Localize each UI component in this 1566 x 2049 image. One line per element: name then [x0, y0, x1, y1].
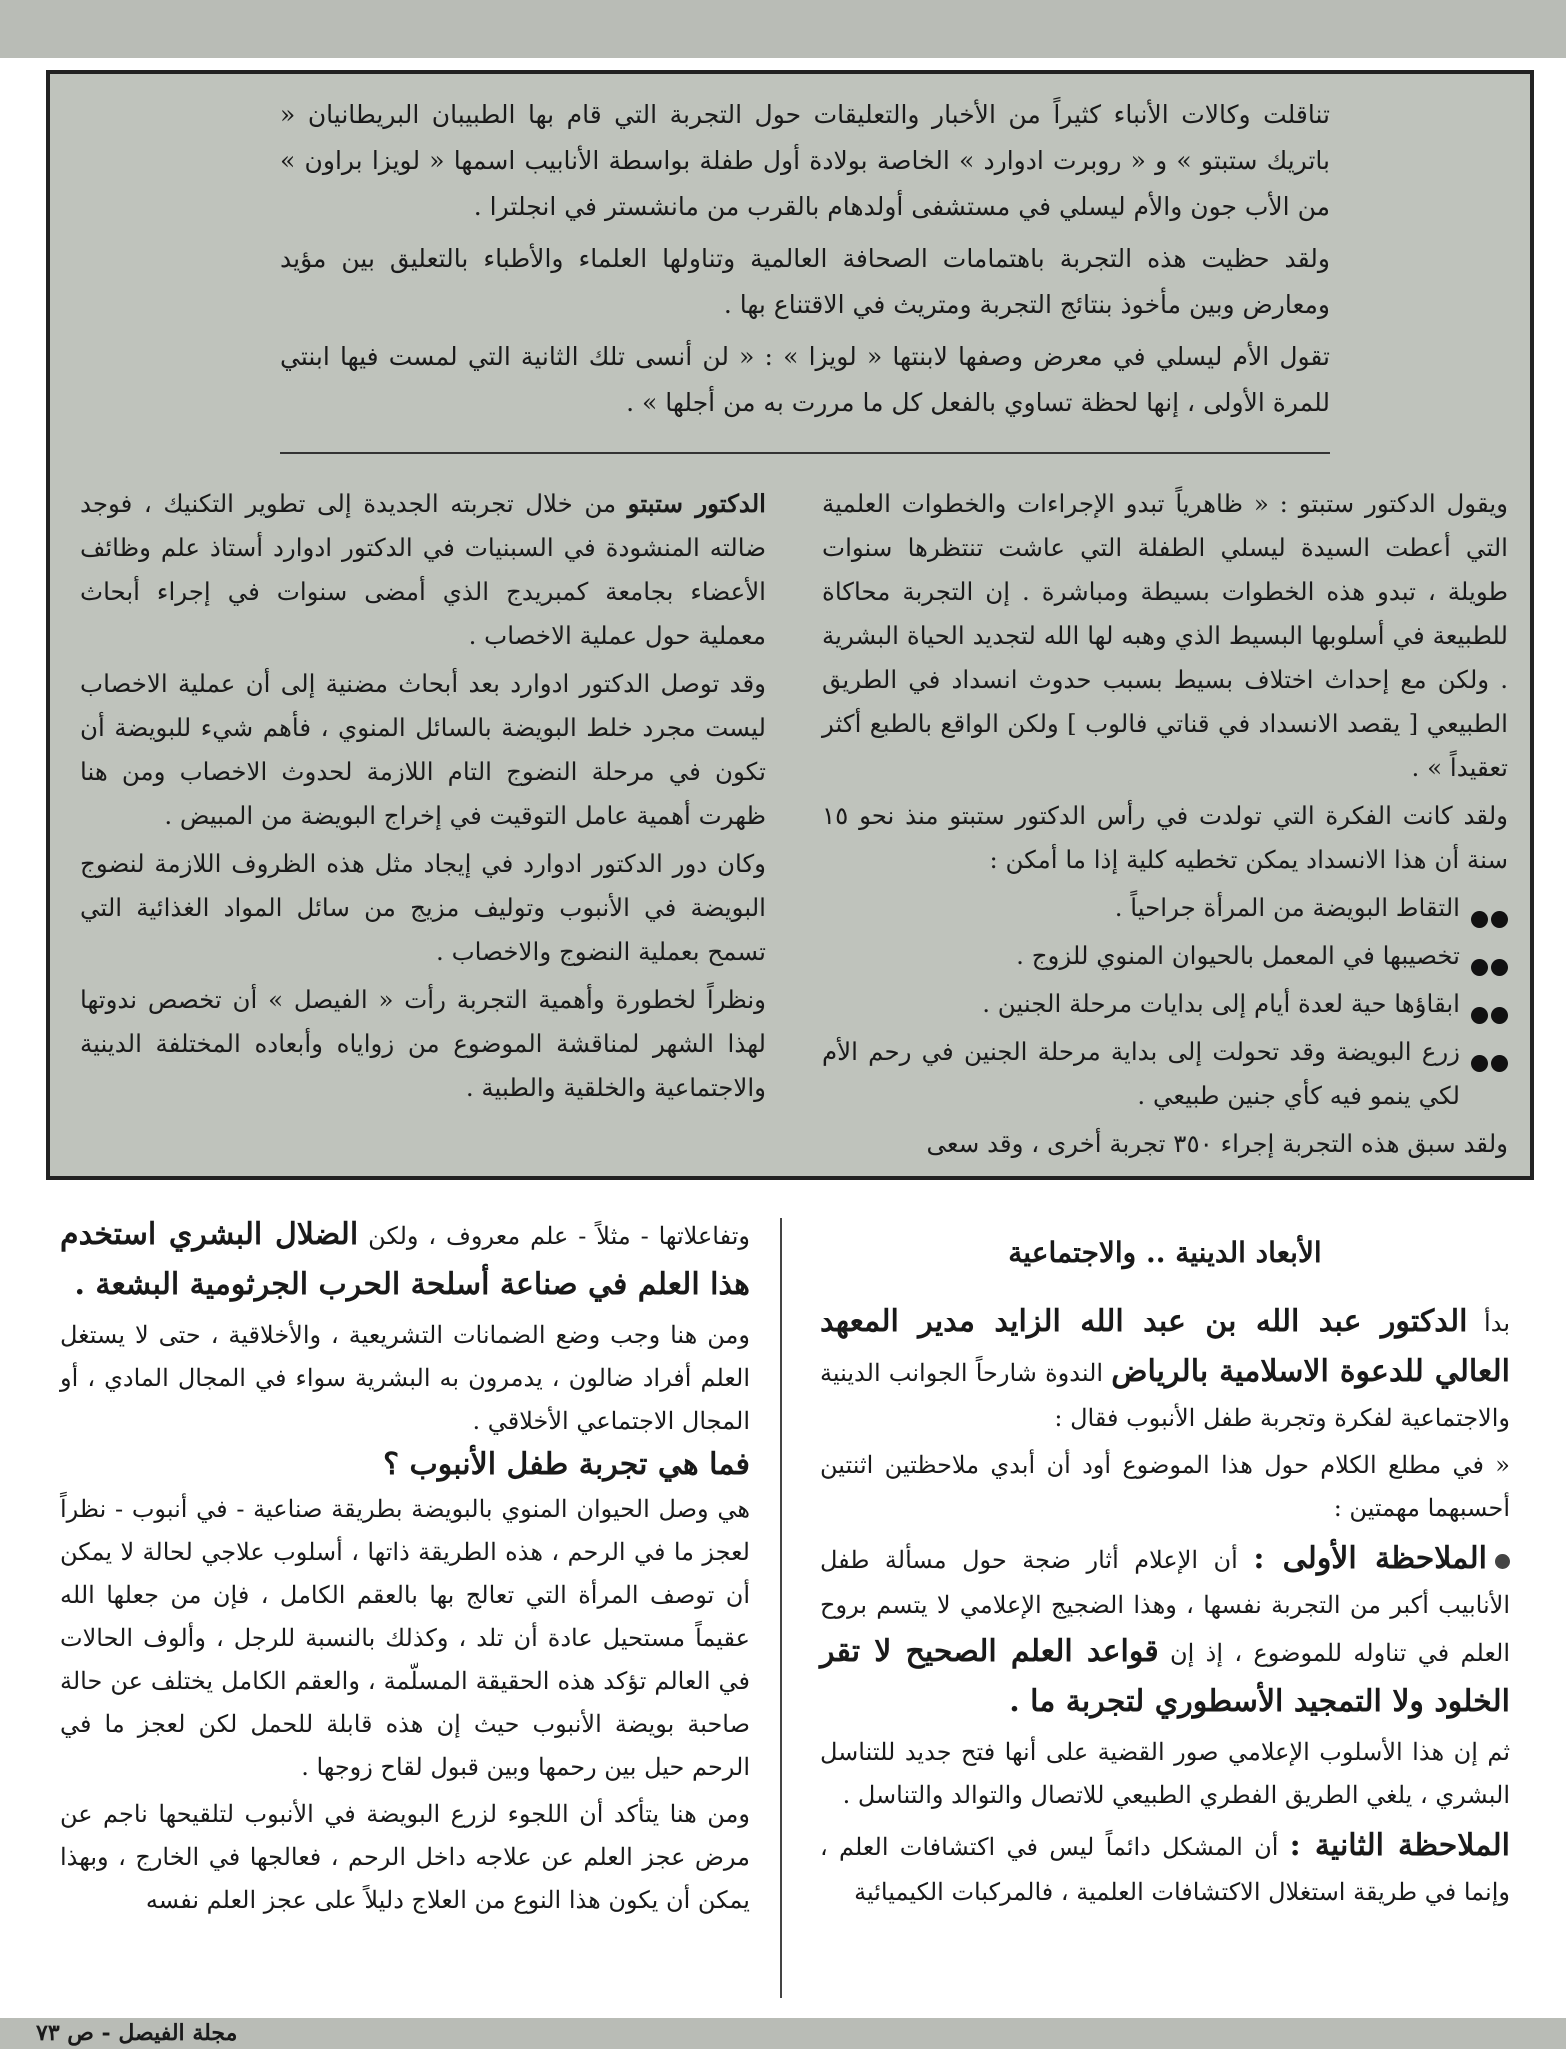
- box-column-left: [80, 482, 766, 1114]
- bullet-dot-icon: [1495, 1554, 1510, 1569]
- bullet-dots-icon: [1468, 946, 1508, 966]
- lower-right-paragraph-4: ثم إن هذا الأسلوب الإعلامي صور القضية على أنها فتح جديد للتناسل البشري ، يلغي الطريق الفطري الطبيعي للاتصال والتوالد والتناسل .: [820, 1738, 1510, 1809]
- bullet-dots-icon: [1468, 1042, 1508, 1062]
- intro-box: [46, 70, 1534, 1180]
- lower-left-paragraph-1: وتفاعلاتها - مثلاً - علم معروف ، ولكن الضلال البشري استخدم هذا العلم في صناعة أسلحة الحرب الجرثومية البشعة .: [60, 1217, 750, 1302]
- list-item: ابقاؤها حية لعدة أيام إلى بدايات مرحلة الجنين .: [822, 982, 1508, 1026]
- column-right-paragraph-2: ولقد كانت الفكرة التي تولدت في رأس الدكتور ستبتو منذ نحو ١٥ سنة أن هذا الانسداد يمكن تخطيه كلية إذا ما أمكن :: [822, 801, 1508, 874]
- list-item: تخصيبها في المعمل بالحيوان المنوي للزوج .: [822, 934, 1508, 978]
- lower-right-paragraph-1: بدأ الدكتور عبد الله بن عبد الله الزايد مدير المعهد العالي للدعوة الاسلامية بالرياض الندوة شارحاً الجوانب الدينية والاجتماعية لفكرة وتجربة طفل الأنبوب فقال :: [820, 1304, 1510, 1432]
- column-left-paragraph-1: الدكتور ستبتو من خلال تجربته الجديدة إلى تطوير التكنيك ، فوجد ضالته المنشودة في السبنيات في الدكتور ادوارد أستاذ علم وظائف الأعضاء بجامعة كمبريدج الذي أمضى سنوات في إجراء أبحاث معملية حول عملية الاخصاب .: [80, 489, 766, 650]
- bullet-dots-icon: [1468, 994, 1508, 1014]
- intro-paragraph-2: ولقد حظيت هذه التجربة باهتمامات الصحافة العالمية وتناولها العلماء والأطباء بالتعليق بين مؤيد ومعارض وبين مأخوذ بنتائج التجربة ومتريث في الاقتناع بها .: [280, 244, 1330, 319]
- lower-left-paragraph-4: ومن هنا يتأكد أن اللجوء لزرع البويضة في الأنبوب لتلقيحها ناجم عن مرض عجز العلم عن علاجه داخل الرحم ، فعالجها في الخارج ، وبهذا يمكن أن يكون هذا النوع من العلاج دليلاً على عجز العلم نفسه: [60, 1800, 750, 1914]
- intro-paragraph-3: تقول الأم ليسلي في معرض وصفها لابنتها « لويزا » : « لن أنسى تلك الثانية التي لمست فيها ابنتي للمرة الأولى ، إنها لحظة تساوي بالفعل كل ما مررت به من أجلها » .: [280, 342, 1330, 417]
- column-divider: [780, 1218, 782, 1998]
- lower-left-paragraph-2: ومن هنا وجب وضع الضمانات التشريعية ، والأخلاقية ، حتى لا يستغل العلم أفراد ضالون ، يدمرون به البشرية سواء في المجال المادي ، أو المجال الاجتماعي الأخلاقي .: [60, 1321, 750, 1435]
- lower-right-paragraph-2: « في مطلع الكلام حول هذا الموضوع أود أن أبدي ملاحظتين اثنتين أحسبهما مهمتين :: [820, 1451, 1510, 1522]
- intro-paragraph-1: تناقلت وكالات الأنباء كثيراً من الأخبار والتعليقات حول التجربة التي قام بها الطبيبان البريطانيان « باتريك ستبتو » و « روبرت ادوارد » الخاصة بولادة أول طفلة بواسطة الأنابيب اسمها « لويزا براون » من الأب جون والأم ليسلي في مستشفى أولدهام بالقرب من مانشستر في انجلترا .: [280, 100, 1330, 221]
- bullet-dots-icon: [1468, 898, 1508, 918]
- column-left-paragraph-3: وكان دور الدكتور ادوارد في إيجاد مثل هذه الظروف اللازمة لنضوج البويضة في الأنبوب وتوليف مزيج من سائل المواد الغذائية التي تسمح بعملية النضوج والاخصاب .: [80, 849, 766, 966]
- intro-text: [280, 92, 1330, 454]
- top-band: [0, 0, 1566, 58]
- lower-section: [60, 1210, 1510, 2010]
- subheading: فما هي تجربة طفل الأنبوب ؟: [383, 1447, 750, 1482]
- box-column-right: [822, 482, 1508, 1170]
- lower-column-right: [820, 1210, 1510, 1918]
- column-left-paragraph-4: ونظراً لخطورة وأهمية التجربة رأت « الفيصل » أن تخصص ندوتها لهذا الشهر لمناقشة الموضوع من زواياه وأبعاده المختلفة الدينية والاجتماعية والخلقية والطبية .: [80, 985, 766, 1102]
- lower-right-paragraph-3: الملاحظة الأولى : أن الإعلام أثار ضجة حول مسألة طفل الأنابيب أكبر من التجربة نفسها ، وهذا الضجيج الإعلامي لا يتسم بروح العلم في تناوله للموضوع ، إذ إن قواعد العلم الصحيح لا تقر الخلود ولا التمجيد الأسطوري لتجربة ما .: [820, 1541, 1511, 1719]
- lower-column-left: [60, 1210, 750, 1926]
- list-item: زرع البويضة وقد تحولت إلى بداية مرحلة الجنين في رحم الأم لكي ينمو فيه كأي جنين طبيعي .: [822, 1030, 1508, 1118]
- steps-list: [822, 886, 1508, 1118]
- list-item: التقاط البويضة من المرأة جراحياً .: [822, 886, 1508, 930]
- column-right-paragraph-3: ولقد سبق هذه التجربة إجراء ٣٥٠ تجربة أخرى ، وقد سعى: [926, 1129, 1508, 1158]
- lower-right-paragraph-5: الملاحظة الثانية : أن المشكل دائماً ليس في اكتشافات العلم ، وإنما في طريقة استغلال الاكتشافات العلمية ، فالمركبات الكيميائية: [820, 1828, 1511, 1906]
- page-footer: مجلة الفيصل - ص ٧٣: [36, 2020, 238, 2046]
- lower-left-paragraph-3: هي وصل الحيوان المنوي بالبويضة بطريقة صناعية - في أنبوب - نظراً لعجز ما في الرحم ، هذه الطريقة ذاتها ، أسلوب علاجي لحالة لا يمكن أن توصف المرأة التي تعالج بها بالعقم الكامل ، فإن من جعلها الله عقيماً مستحيل عادة أن تلد ، وكذلك بالنسبة للرجل ، وألوف الحالات في العالم تؤكد هذه الحقيقة المسلّمة ، والعقم الكامل يختلف عن حالة صاحبة بويضة الأنبوب حيث إن هذه قابلة للحمل لكن لعجز ما في الرحم حيل بين رحمها وبين قبول لقاح زوجها .: [60, 1495, 750, 1781]
- column-left-paragraph-2: وقد توصل الدكتور ادوارد بعد أبحاث مضنية إلى أن عملية الاخصاب ليست مجرد خلط البويضة بالسائل المنوي ، فأهم شيء للبويضة أن تكون في مرحلة النضوج التام اللازمة لحدوث الاخصاب ومن هنا ظهرت أهمية عامل التوقيت في إخراج البويضة من المبيض .: [80, 669, 766, 830]
- section-heading: الأبعاد الدينية .. والاجتماعية: [1008, 1236, 1322, 1269]
- box-columns: [80, 482, 1508, 1162]
- column-right-paragraph-1: ويقول الدكتور ستبتو : « ظاهرياً تبدو الإجراءات والخطوات العلمية التي أعطت السيدة ليسلي الطفلة التي عاشت تنتظرها سنوات طويلة ، تبدو هذه الخطوات بسيطة ومباشرة . إن التجربة محاكاة للطبيعة في أسلوبها البسيط الذي وهبه لها الله لتجديد الحياة البشرية . ولكن مع إحداث اختلاف بسيط بسبب حدوث انسداد في الطريق الطبيعي [ يقصد الانسداد في قناتي فالوب ] ولكن الواقع بالطبع أكثر تعقيداً » .: [822, 489, 1508, 782]
